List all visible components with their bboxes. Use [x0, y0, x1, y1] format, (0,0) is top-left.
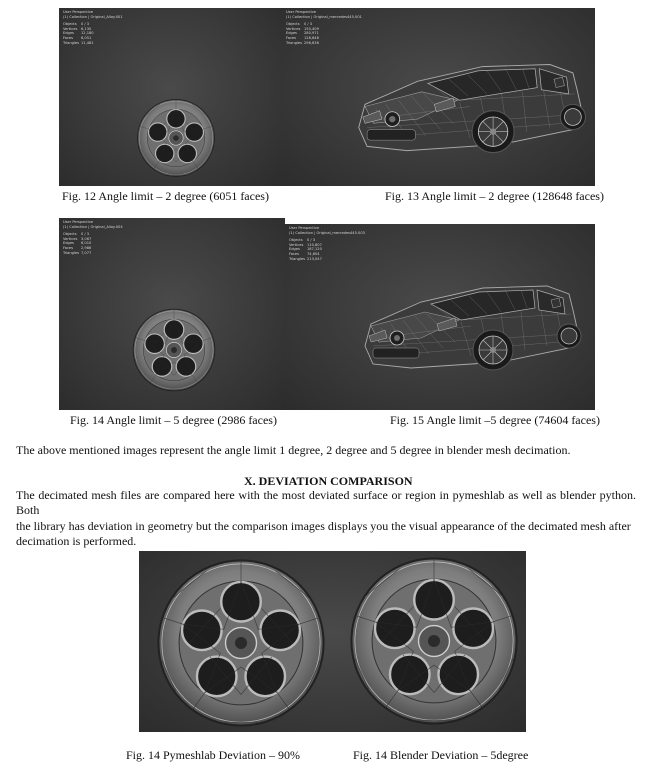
viewport-title: User Perspective	[286, 10, 317, 14]
stat-row: Vertices 110,807	[289, 242, 322, 247]
stat-row: Triangles 7,077	[63, 250, 92, 255]
stat-row: Edges 12,180	[63, 31, 94, 36]
viewport-title: User Perspective	[289, 226, 320, 230]
viewport-stats	[289, 226, 365, 261]
viewport-title: User Perspective	[63, 10, 94, 14]
stat-row: Faces 128,648	[286, 35, 319, 40]
viewport-stats	[63, 220, 123, 255]
figure-12-caption: Fig. 12 Angle limit – 2 degree (6051 faces)	[62, 189, 269, 203]
section-heading: X. DEVIATION COMPARISON	[244, 474, 413, 488]
paragraph-line: the library has deviation in geometry but the comparison images displays you the visual appearance of the decimated mesh after	[16, 518, 631, 533]
viewport-title: User Perspective	[63, 220, 94, 224]
stat-row: Vertices 6,130	[63, 26, 92, 31]
stat-row: Edges 280,971	[286, 31, 319, 36]
viewport-stats	[63, 10, 123, 45]
figure-14-pymeshlab-caption: Fig. 14 Pymeshlab Deviation – 90%	[126, 748, 300, 762]
viewport-collection: (1) Collection | Original_mercedes445.003	[289, 230, 365, 235]
stat-row: Vertices 150,409	[286, 26, 319, 31]
figure-14-viewport	[59, 218, 285, 410]
stat-row: Edges 6,010	[63, 241, 92, 246]
stat-row: Vertices 3,067	[63, 236, 92, 241]
viewport-collection: (1) Collection | Original_Alloy.001	[63, 14, 123, 19]
paragraph-deviation	[16, 488, 636, 550]
stat-row: Objects 0 / 3	[63, 232, 90, 237]
figure-13-caption: Fig. 13 Angle limit – 2 degree (128648 faces)	[385, 189, 604, 203]
stat-row: Faces 6,051	[63, 35, 92, 40]
deviation-comparison-image	[139, 551, 526, 732]
viewport-collection: (1) Collection | Original_mercedes445.001	[286, 14, 362, 19]
figure-14-caption: Fig. 14 Angle limit – 5 degree (2986 faces)	[70, 413, 277, 427]
figure-15-viewport	[285, 224, 595, 410]
viewport-collection: (1) Collection | Original_Alloy.004	[63, 224, 123, 229]
stat-row: Faces 74,604	[289, 251, 320, 256]
stat-row: Triangles 213,047	[289, 256, 322, 261]
stat-row: Faces 2,986	[63, 245, 92, 250]
stat-row: Edges 187,120	[289, 247, 322, 252]
figure-15-caption: Fig. 15 Angle limit –5 degree (74604 faces)	[390, 413, 600, 427]
figure-12-viewport	[59, 8, 282, 186]
viewport-stats	[286, 10, 362, 45]
figure-13-viewport	[282, 8, 595, 186]
stat-row: Objects 0 / 3	[289, 238, 316, 243]
stat-row: Objects 0 / 3	[63, 22, 90, 27]
stat-row: Triangles 296,636	[286, 40, 319, 45]
figure-14-blender-caption: Fig. 14 Blender Deviation – 5degree	[353, 748, 529, 762]
paragraph-line: The decimated mesh files are compared here with the most deviated surface or region in pymeshlab as well as blender python. Both	[16, 488, 636, 518]
stat-row: Objects 0 / 3	[286, 22, 313, 27]
paragraph-angle-limits: The above mentioned images represent the angle limit 1 degree, 2 degree and 5 degree in blender mesh decimation.	[16, 443, 571, 457]
paragraph-line: decimation is performed.	[16, 534, 137, 549]
stat-row: Triangles 11,481	[63, 40, 94, 45]
wheel-comparison-render	[139, 551, 526, 732]
